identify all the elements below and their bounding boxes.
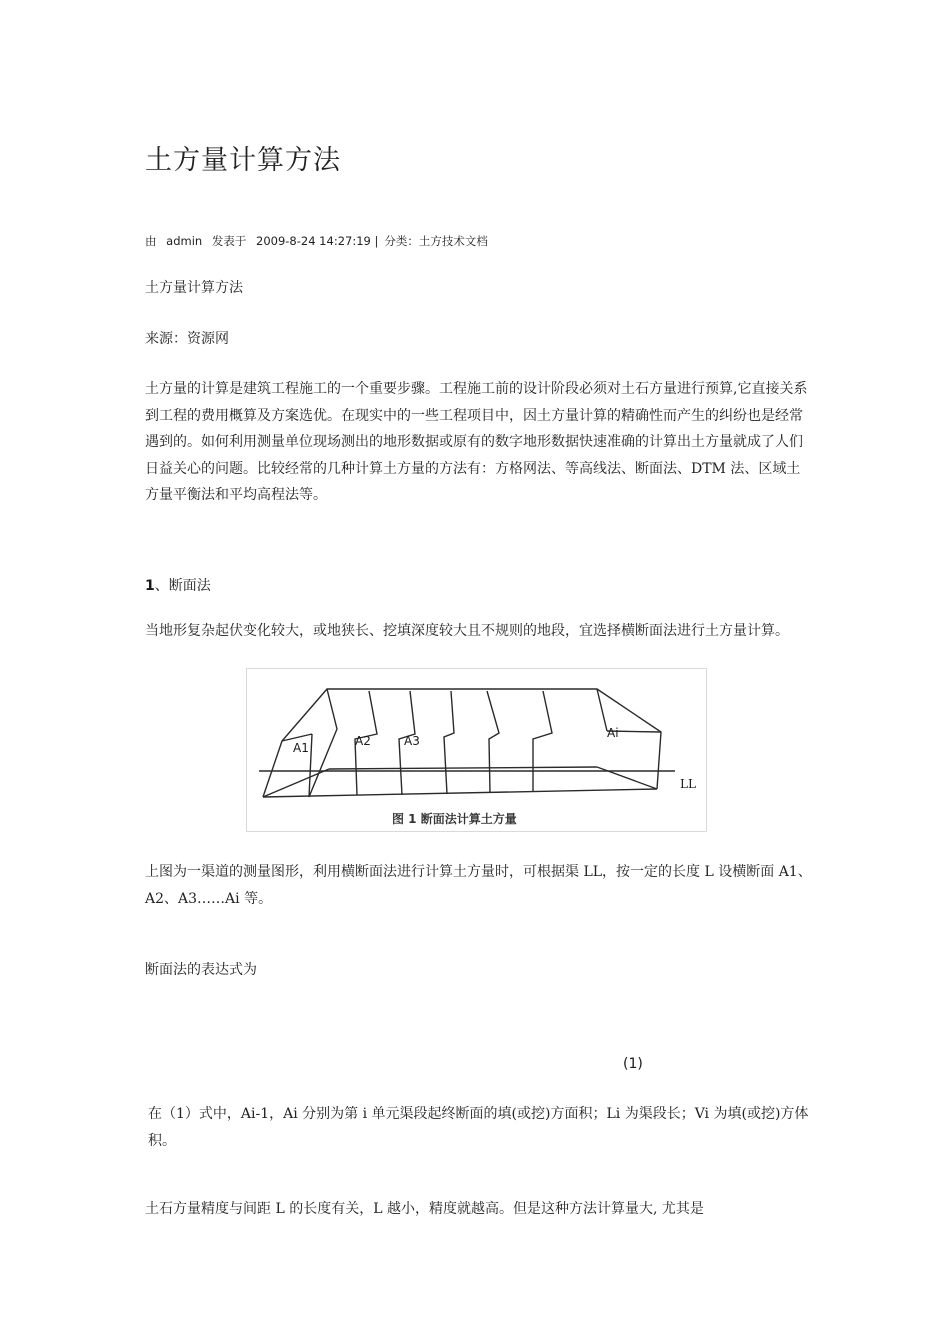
meta-category-label: 分类： (384, 234, 419, 248)
page-title: 土方量计算方法 (145, 145, 341, 176)
figure-label-a3: A3 (404, 734, 420, 748)
section-para-2: 上图为一渠道的测量图形，利用横断面法进行计算土方量时，可根据渠 LL，按一定的长度 L 设横断面 A1、A2、A3……Ai 等。 (145, 864, 812, 907)
section-para-1: 当地形复杂起伏变化较大，或地狭长、挖填深度较大且不规则的地段，宜选择横断面法进行土方量计算。 (145, 623, 789, 639)
section-heading (145, 575, 211, 595)
section-para-5: 土石方量精度与间距 L 的长度有关，L 越小，精度就越高。但是这种方法计算量大, 尤其是 (145, 1201, 704, 1217)
figure-label-ai: Ai (607, 726, 619, 740)
meta-by: 由 (145, 234, 157, 248)
figure-label-a2: A2 (355, 734, 371, 748)
figure-label-ll: LL (680, 777, 696, 791)
section-para-4: 在（1）式中，Ai-1，Ai 分别为第 i 单元渠段起终断面的填(或挖)方面积；Li 为渠段长；Vi 为填(或挖)方体积。 (148, 1106, 809, 1149)
meta-author[interactable]: admin (166, 234, 203, 248)
post-meta (145, 233, 494, 249)
meta-datetime: 2009-8-24 14:27:19 | (256, 234, 379, 248)
section-number: 1 (145, 578, 155, 594)
subtitle: 土方量计算方法 (145, 280, 243, 296)
section-title: 、断面法 (154, 578, 211, 594)
meta-category[interactable]: 土方技术文档 (418, 234, 488, 248)
intro-paragraph: 土方量的计算是建筑工程施工的一个重要步骤。工程施工前的设计阶段必须对土石方量进行预算,它直接关系到工程的费用概算及方案选优。在现实中的一些工程项目中，因土方量计算的精确性而产生的纠纷也是经常遇到的。如何利用测量单位现场测出的地形数据或原有的数字地形数据快速准确的计算出土方量就成了人们日益关心的问题。比较经常的几种计算土方量的方法有：方格网法、等高线法、断面法、DTM 法、区域土方量平衡法和平均高程法等。 (145, 381, 808, 503)
source-line: 来源：资源网 (145, 331, 229, 347)
figure-drawing (247, 669, 706, 831)
figure-caption: 图 1 断面法计算土方量 (392, 812, 517, 826)
equation-number: (1) (623, 1056, 643, 1072)
figure-label-a1: A1 (293, 741, 309, 755)
cross-section-figure (246, 668, 707, 832)
section-para-3: 断面法的表达式为 (145, 962, 257, 978)
meta-posted: 发表于 (211, 234, 247, 248)
